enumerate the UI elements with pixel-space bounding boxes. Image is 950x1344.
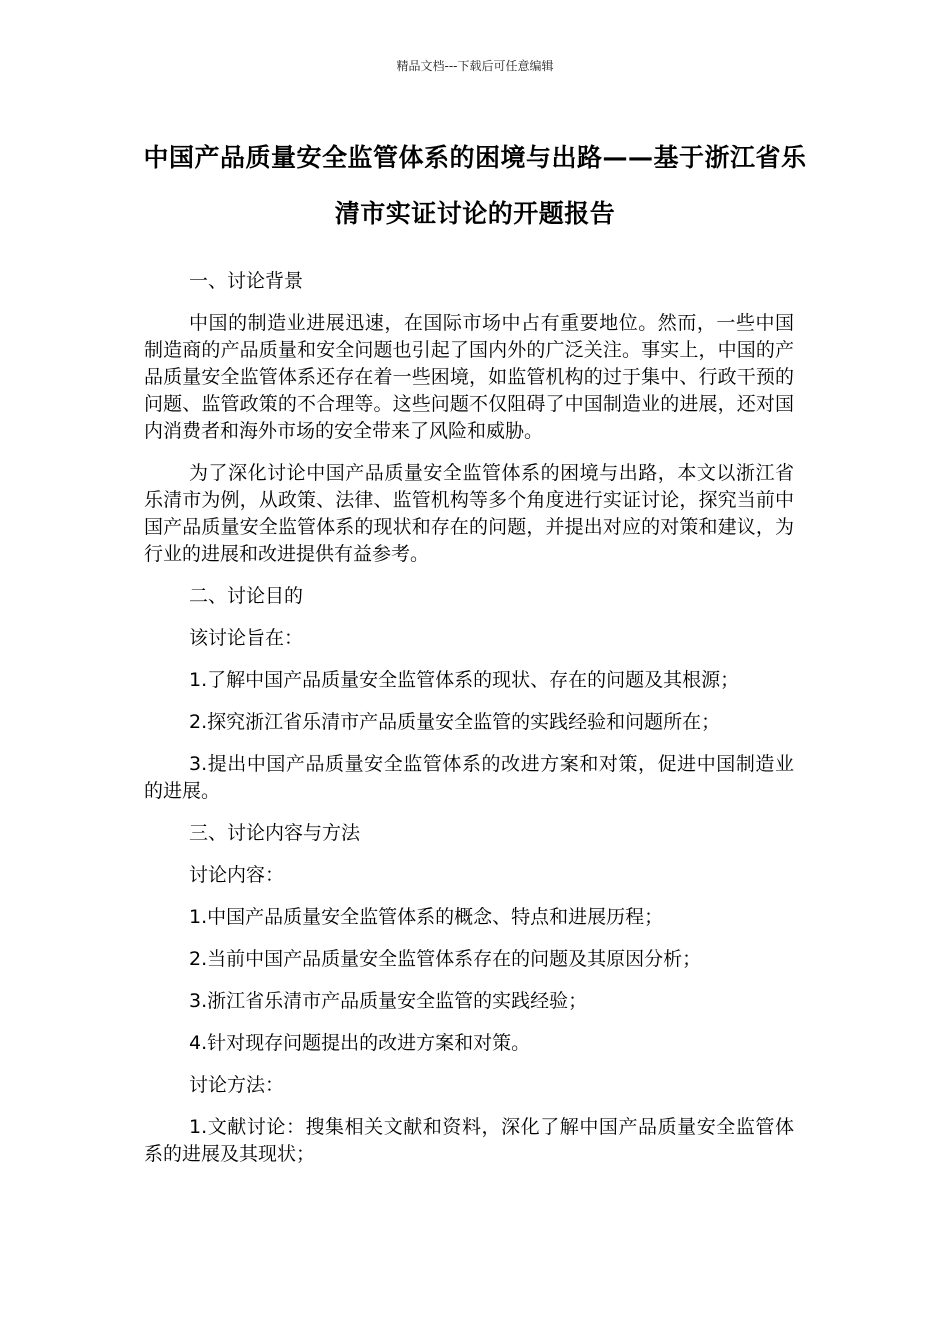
page-header: 精品文档---下载后可任意编辑 — [396, 59, 554, 73]
content-item-3: 3.浙江省乐清市产品质量安全监管的实践经验； — [189, 990, 588, 1012]
methods-intro: 讨论方法： — [189, 1074, 285, 1096]
methods-item-1: 1.文献讨论：搜集相关文献和资料，深化了解中国产品质量安全监管体系的进展及其现状； — [144, 1116, 794, 1165]
purpose-item-2: 2.探究浙江省乐清市产品质量安全监管的实践经验和问题所在； — [189, 711, 721, 733]
content-item-4: 4.针对现存问题提出的改进方案和对策。 — [189, 1032, 531, 1054]
purpose-intro: 该讨论旨在： — [189, 627, 304, 649]
document-title: 中国产品质量安全监管体系的困境与出路——基于浙江省乐清市实证讨论的开题报告 — [143, 143, 807, 228]
background-paragraph-1: 中国的制造业进展迅速，在国际市场中占有重要地位。然而，一些中国制造商的产品质量和安全问题也引起了国内外的广泛关注。事实上，中国的产品质量安全监管体系还存在着一些困境，如监管机构的过于集中、行政干预的问题、监管政策的不合理等。这些问题不仅阻碍了中国制造业的进展，还对国内消费者和海外市场的安全带来了风险和威胁。 — [144, 312, 794, 442]
background-paragraph-2: 为了深化讨论中国产品质量安全监管体系的困境与出路，本文以浙江省乐清市为例，从政策、法律、监管机构等多个角度进行实证讨论，探究当前中国产品质量安全监管体系的现状和存在的问题，并提出对应的对策和建议，为行业的进展和改进提供有益参考。 — [144, 462, 794, 565]
purpose-item-1: 1.了解中国产品质量安全监管体系的现状、存在的问题及其根源； — [189, 669, 740, 691]
purpose-item-3: 3.提出中国产品质量安全监管体系的改进方案和对策，促进中国制造业的进展。 — [144, 753, 794, 802]
section-heading-background: 一、讨论背景 — [189, 270, 304, 292]
content-item-1: 1.中国产品质量安全监管体系的概念、特点和进展历程； — [189, 906, 664, 928]
document-body — [144, 268, 794, 1183]
content-intro: 讨论内容： — [189, 864, 285, 886]
section-heading-content-methods: 三、讨论内容与方法 — [189, 822, 361, 844]
content-item-2: 2.当前中国产品质量安全监管体系存在的问题及其原因分析； — [189, 948, 702, 970]
section-heading-purpose: 二、讨论目的 — [189, 585, 304, 607]
